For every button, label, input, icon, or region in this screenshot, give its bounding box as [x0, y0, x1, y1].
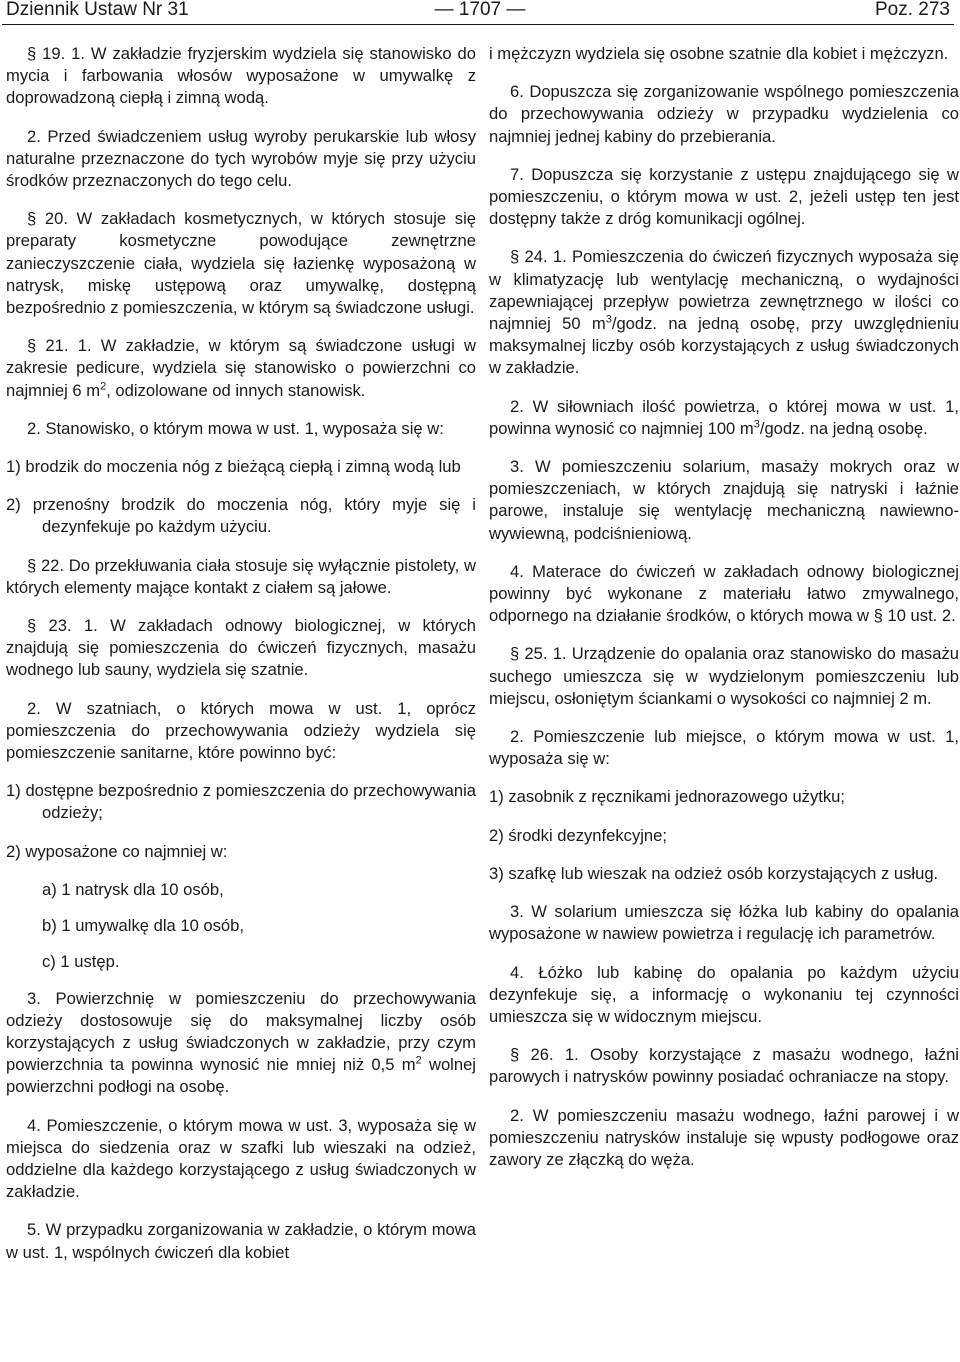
paragraph: § 26. 1. Osoby korzystające z masażu wodnego, łaźni parowych i natrysków powinny posiadać ochraniacze na stopy. — [489, 1045, 959, 1087]
paragraph: 4. Pomieszczenie, o którym mowa w ust. 3, wyposaża się w miejsca do siedzenia oraz w szafki lub wieszaki na odzież, oddzielne dla każdego korzystającego z usług świadczonych w zakładzie. — [6, 1115, 476, 1202]
paragraph: § 20. W zakładach kosmetycznych, w których stosuje się preparaty kosmetyczne powodujące zewnętrzne zanieczyszczenie ciała, wydziela się łazienkę wyposażoną w natrysk, miskę ustępową oraz umywalkę, dostępną bezpośrednio z pomieszczenia, w którym są świadczone usługi. — [6, 209, 476, 318]
paragraph: 2. Przed świadczeniem usług wyroby perukarskie lub włosy naturalne przeznaczone do tych wyrobów myje się przy użyciu środków przeznaczonych do tego celu. — [6, 126, 476, 191]
superscript: 2 — [100, 380, 107, 393]
superscript: 3 — [753, 418, 760, 431]
sub-list-item: a) 1 natrysk dla 10 osób, — [42, 879, 224, 899]
paragraph: 7. Dopuszcza się korzystanie z ustępu znajdującego się w pomieszczeniu, o którym mowa w ust. 2, jeżeli ustęp ten jest dostępny także z dróg komunikacji ogólnej. — [489, 164, 959, 229]
list-item: 2) wyposażone co najmniej w: — [6, 841, 228, 861]
paragraph: § 25. 1. Urządzenie do opalania oraz stanowisko do masażu suchego umieszcza się w wydzielonym pomieszczeniu lub miejscu, osłoniętym ściankami o wysokości co najmniej 2 m. — [489, 644, 959, 708]
sub-list-item: c) 1 ustęp. — [42, 952, 120, 972]
paragraph: i mężczyzn wydziela się osobne szatnie dla kobiet i mężczyzn. — [489, 44, 949, 63]
list-item: 1) dostępne bezpośrednio z pomieszczenia do przechowywania odzieży; — [6, 781, 476, 823]
position-number: Poz. 273 — [875, 0, 950, 20]
paragraph: 4. Łóżko lub kabinę do opalania po każdym użyciu dezynfekuje się, a informację o wykonaniu tej czynności umieszcza się w widocznym miejscu. — [489, 962, 959, 1026]
left-column — [6, 43, 476, 1280]
paragraph: 2. Stanowisko, o którym mowa w ust. 1, wyposaża się w: — [27, 418, 444, 438]
paragraph: 2. W siłowniach ilość powietrza, o której mowa w ust. 1, powinna wynosić co najmniej 100 $m^3$/godz. na jedną osobę. — [489, 396, 959, 438]
paragraph: 5. W przypadku zorganizowania w zakładzie, o którym mowa w ust. 1, wspólnych ćwiczeń dla kobiet — [6, 1220, 476, 1262]
page-number: — 1707 — — [434, 0, 526, 20]
right-column — [489, 43, 959, 1187]
paragraph: § 19. 1. W zakładzie fryzjerskim wydziela się stanowisko do mycia i farbowania włosów wyposażone w umywalkę z doprowadzoną ciepłą i zimną wodą. — [6, 44, 476, 108]
superscript: 3 — [605, 313, 612, 326]
paragraph: 2. W pomieszczeniu masażu wodnego, łaźni parowej i w pomieszczeniu natrysków instaluje się wpusty podłogowe oraz zawory ze złączką do węża. — [489, 1105, 959, 1169]
superscript: 2 — [415, 1054, 422, 1067]
list-item: 3) szafkę lub wieszak na odzież osób korzystających z usług. — [489, 863, 939, 883]
paragraph: 3. Powierzchnię w pomieszczeniu do przechowywania odzieży dostosowuje się do maksymalnej liczby osób korzystających z usług świadczonych w zakładzie, przy czym powierzchnia ta powinna wynosić nie mniej niż 0,5 $m^2$ wolnej powierzchni podłogi na osobę. — [6, 988, 476, 1097]
header-rule — [2, 24, 954, 25]
paragraph: 4. Materace do ćwiczeń w zakładach odnowy biologicznej powinny być wykonane z materiału łatwo zmywalnego, odpornego na działanie środków, o których mowa w § 10 ust. 2. — [489, 561, 959, 626]
list-item: 2) przenośny brodzik do moczenia nóg, który myje się i dezynfekuje po każdym użyciu. — [6, 495, 476, 537]
paragraph: § 22. Do przekłuwania ciała stosuje się wyłącznie pistolety, w których elementy mające kontakt z ciałem są jałowe. — [6, 555, 476, 597]
paragraph: § 21. 1. W zakładzie, w którym są świadczone usługi w zakresie pedicure, wydziela się stanowisko o powierzchni co najmniej 6 $m^2$, odizolowane od innych stanowisk. — [6, 336, 476, 400]
paragraph: 2. W szatniach, o których mowa w ust. 1, oprócz pomieszczenia do przechowywania odzieży wydziela się pomieszczenie sanitarne, które powinno być: — [6, 698, 476, 763]
list-item: 1) zasobnik z ręcznikami jednorazowego użytku; — [489, 787, 846, 807]
list-item: 1) brodzik do moczenia nóg z bieżącą ciepłą i zimną wodą lub — [6, 457, 461, 477]
paragraph: 3. W solarium umieszcza się łóżka lub kabiny do opalania wyposażone w nawiew powietrza i regulację ich parametrów. — [489, 902, 959, 944]
sub-list-item: b) 1 umywalkę dla 10 osób, — [42, 916, 245, 936]
journal-title: Dziennik Ustaw Nr 31 — [6, 0, 189, 20]
page-header — [0, 0, 960, 34]
paragraph: 3. W pomieszczeniu solarium, masaży mokrych oraz w pomieszczeniach, w których znajdują się natryski i łaźnie parowe, instaluje się wentylację mechaniczną nawiewno-wywiewną, podciśnieniową. — [489, 457, 959, 543]
paragraph: 6. Dopuszcza się zorganizowanie wspólnego pomieszczenia do przechowywania odzieży w przypadku wydzielenia co najmniej jednej kabiny do przebierania. — [489, 82, 959, 146]
paragraph: § 23. 1. W zakładach odnowy biologicznej, w których znajdują się pomieszczenia do ćwiczeń fizycznych, masażu wodnego lub sauny, wydziela się szatnie. — [6, 616, 476, 680]
paragraph: 2. Pomieszczenie lub miejsce, o którym mowa w ust. 1, wyposaża się w: — [489, 727, 959, 769]
list-item: 2) środki dezynfekcyjne; — [489, 825, 668, 845]
paragraph: § 24. 1. Pomieszczenia do ćwiczeń fizycznych wyposaża się w klimatyzację lub wentylację mechaniczną, o wydajności zapewniającej przepływ powietrza zewnętrznego w ilości co najmniej 50 $m^3$/godz. na jedną osobę, przy uwzględnieniu maksymalnej liczby osób korzystających z usług świadczonych w zakładzie. — [489, 247, 959, 378]
